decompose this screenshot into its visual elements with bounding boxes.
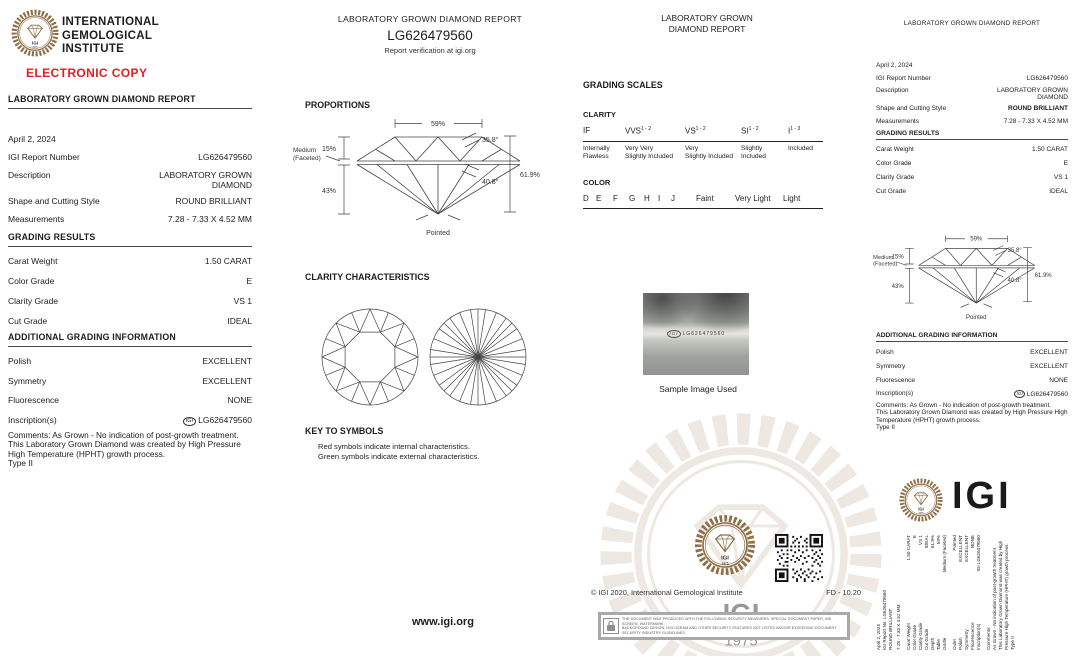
crown-angle-label: 35.8° [1007, 247, 1022, 254]
sample-caption: Sample Image Used [659, 384, 737, 394]
clarity-scale-header: CLARITY [583, 110, 616, 119]
field-value: EXCELLENT [1030, 349, 1068, 356]
field-label: Inscription(s) [876, 390, 914, 397]
report-date-value: April 2, 2024 [876, 62, 913, 69]
stub-finish-group [952, 535, 982, 650]
fluorescence-row [8, 395, 252, 405]
report-date-value: April 2, 2024 [8, 134, 56, 144]
name2: Flawless [583, 153, 609, 160]
label: Polish [958, 637, 963, 650]
inscription-row [8, 415, 252, 426]
field-label: Measurements [876, 117, 919, 125]
stub-comments-line: As Grown - No indication of post-growth treatment. [992, 546, 997, 650]
clarity-grade-name [685, 145, 733, 161]
value: NONE [970, 535, 975, 549]
field-label: Color Grade [876, 160, 912, 167]
description-line2: DIAMOND [211, 180, 252, 190]
value: VS 1 [918, 535, 923, 545]
grading-results-header: GRADING RESULTS [8, 232, 252, 247]
label: Color Grade [912, 624, 917, 650]
proportions-diagram-small [872, 232, 1072, 328]
igi-oval-logo-icon: IGI [1014, 390, 1025, 398]
cut-row [876, 188, 1068, 195]
culet-label: Pointed [966, 314, 987, 321]
field-value: LG626479560 [198, 152, 252, 162]
field-value [1014, 390, 1068, 398]
girdle-label-line1: Medium [293, 147, 317, 154]
comments-line: Type II [8, 458, 33, 469]
additional-grading-header: ADDITIONAL GRADING INFORMATION [876, 332, 1068, 342]
label: Carat Weight [906, 623, 911, 650]
clarity-grade-name [583, 145, 610, 161]
color-grade: D [583, 194, 589, 203]
panel-main-report [8, 0, 256, 656]
comments-line: This Laboratory Grown Diamond was created by High Pressure High Temperature (HPHT) growth process. [8, 439, 241, 459]
field-label: Description [876, 87, 909, 94]
field-label: Symmetry [876, 363, 906, 370]
field-label: Fluorescence [876, 377, 916, 384]
crown-pct-label: 15% [321, 146, 336, 153]
name1: Very [685, 145, 699, 152]
label: Girdle [942, 637, 947, 650]
code: VVS [625, 126, 642, 136]
color-grade: I [658, 194, 661, 203]
stub-shape: ROUND BRILLIANT [888, 608, 893, 650]
field-value: 1.50 CARAT [204, 256, 252, 266]
field-label: Carat Weight [8, 256, 58, 266]
code: SI [741, 126, 749, 136]
field-value: EXCELLENT [1030, 363, 1068, 370]
field-label: Inscription(s) [8, 414, 57, 425]
field-value: 7.28 - 7.33 X 4.52 MM [1003, 117, 1068, 125]
girdle-label-line1: Medium [873, 255, 894, 262]
value: EXCELLENT [958, 535, 963, 562]
color-grade: Light [783, 194, 801, 203]
copyright-notice: © IGI 2020, International Gemological Institute [591, 588, 743, 597]
symmetry-row [876, 363, 1068, 370]
field-value [159, 170, 252, 190]
sup: 1 - 2 [695, 126, 706, 132]
field-label: Polish [876, 349, 894, 356]
clarity-grade-name [741, 145, 766, 161]
color-scale-header: COLOR [583, 178, 611, 187]
color-grade: Very Light [735, 194, 771, 203]
igi-seal-icon [693, 513, 757, 577]
panel-proportions [293, 0, 580, 656]
additional-grading-header: ADDITIONAL GRADING INFORMATION [8, 332, 252, 347]
name1: Included [788, 145, 813, 152]
report-date [8, 134, 252, 144]
grading-scales-header: GRADING SCALES [583, 80, 663, 90]
report-number-row [8, 152, 252, 162]
field-label: Polish [8, 356, 32, 366]
description-line1: LABORATORY GROWN [996, 87, 1068, 94]
field-value: EXCELLENT [202, 356, 252, 366]
clarity-row [876, 174, 1068, 181]
measurements-row [8, 214, 252, 224]
panel2-report-number: LG626479560 [387, 28, 473, 43]
stub-date: April 2, 2024 [876, 624, 881, 650]
pavilion-angle-label: 40.8° [1007, 277, 1022, 284]
summary-additional [876, 332, 1068, 432]
comments-line: This Laboratory Grown Diamond was created by High Pressure High Temperature (HPHT) growth process. [876, 409, 1068, 424]
clarity-plot-diagram [318, 302, 538, 412]
field-label: Carat Weight [876, 146, 914, 153]
field-value [997, 87, 1068, 101]
field-value: NONE [1049, 377, 1068, 384]
comments-line: Comments: As Grown - No indication of post-growth treatment. [8, 429, 239, 440]
report-title: LABORATORY GROWN DIAMOND REPORT [8, 94, 252, 109]
field-label: Description [8, 170, 51, 180]
field-label: Shape and Cutting Style [876, 105, 947, 112]
stub-row [976, 535, 982, 650]
name1: Very Very [625, 145, 654, 152]
polish-row [876, 349, 1068, 356]
value: IDEAL [924, 535, 929, 549]
field-value: 7.28 - 7.33 X 4.52 MM [167, 214, 252, 224]
value: 61.9% [930, 535, 935, 549]
clarity-grade-name [788, 145, 813, 153]
grading-results-header: GRADING RESULTS [876, 130, 1068, 140]
secure-document-icon [603, 618, 619, 634]
comments-line: Comments: As Grown - No indication of post-growth treatment. [876, 402, 1051, 409]
clarity-grade-code [788, 126, 800, 136]
summary-fields [876, 62, 1068, 201]
label: Table [936, 639, 941, 650]
igi-oval-logo-icon: IGI [183, 417, 196, 426]
stub-grading-group [906, 535, 948, 650]
sup: 1 - 2 [641, 126, 652, 132]
girdle-inscription-band [643, 329, 749, 340]
carat-row [8, 256, 252, 266]
value: Medium (Faceted) [942, 535, 947, 573]
field-label: Color Grade [8, 276, 55, 286]
carat-row [876, 146, 1068, 153]
field-label: IGI Report Number [876, 74, 931, 82]
qr-code [775, 534, 823, 582]
clarity-grade-code [583, 126, 590, 135]
stub-comments-line: Type II [1010, 636, 1015, 650]
clarity-grade-code [625, 126, 651, 136]
field-value: IDEAL [1049, 188, 1068, 195]
field-value: EXCELLENT [202, 375, 252, 386]
stub-report-no: IGI Report No. LG626479560 [882, 589, 887, 650]
field-value: NONE [227, 395, 252, 405]
field-value: VS 1 [233, 296, 252, 306]
depth-pct-label: 61.9% [1034, 272, 1052, 279]
pavilion-view-plot [430, 309, 526, 405]
pavilion-angle-label: 40.8° [482, 179, 499, 186]
sample-photo [643, 293, 749, 375]
color-grade: Faint [696, 194, 714, 203]
inscription-number: LG626479560 [198, 414, 252, 425]
security-notice-text [622, 617, 843, 635]
stub-row [942, 535, 948, 650]
description-line2: DIAMOND [1037, 94, 1068, 101]
field-value: VS 1 [1053, 174, 1068, 181]
panel3-title-line1: LABORATORY GROWN [661, 13, 753, 23]
report-number-row [876, 75, 1068, 82]
label: Fluorescence [970, 622, 975, 650]
clarity-grade-name [625, 145, 673, 161]
field-value: ROUND BRILLIANT [1008, 105, 1068, 112]
measurements-row [876, 118, 1068, 125]
igi-seal-icon [898, 477, 944, 523]
field-value: IDEAL [227, 316, 252, 326]
pavilion-pct-label: 43% [321, 188, 336, 195]
field-label: Shape and Cutting Style [8, 196, 100, 206]
name2: Slightly Included [625, 153, 674, 160]
color-grade: H [644, 194, 650, 203]
girdle-inscription-text: LG626479560 [682, 331, 726, 338]
sup: 1 - 3 [790, 126, 801, 132]
label: Culet [952, 639, 957, 650]
label: Cut Grade [924, 628, 929, 650]
website-link: www.igi.org [412, 616, 474, 628]
security-line1: THE DOCUMENT WAS PRODUCED WITH THE FOLLOWING SECURITY MEASURES: SPECIAL DOCUMENT PAPER, INK SCREEN, WATERMARK, [622, 617, 832, 626]
report-fields [8, 134, 252, 469]
igi-oval-logo-icon: IGI [667, 330, 681, 338]
girdle-label-line2: (Faceted) [873, 261, 898, 268]
institute-name [62, 16, 159, 57]
value: EXCELLENT [964, 535, 969, 562]
field-label: Clarity Grade [876, 174, 915, 181]
clarity-grade-code [685, 126, 706, 136]
name2: Slightly Included [685, 153, 734, 160]
stub-comments-group [986, 535, 1016, 650]
code: IF [583, 126, 591, 135]
field-value: 1.50 CARAT [1031, 146, 1068, 153]
fluorescence-row [876, 377, 1068, 384]
crown-angle-label: 35.8° [482, 137, 499, 144]
field-label: IGI Report Number [8, 152, 80, 162]
clarity-scale [583, 126, 823, 170]
value: 59% [936, 535, 941, 545]
electronic-copy-label: ELECTRONIC COPY [26, 66, 148, 80]
code: VS [685, 126, 696, 136]
color-grade: J [671, 194, 675, 203]
color-grade: E [596, 194, 602, 203]
clarity-grade-code [741, 126, 759, 136]
label: Depth [930, 637, 935, 650]
key-to-symbols-text [318, 442, 479, 461]
name2: Included [741, 153, 766, 160]
culet-label: Pointed [426, 230, 450, 237]
report-date [876, 62, 1068, 69]
stub-comments-line: Comments: [986, 626, 991, 650]
description-row [8, 170, 252, 190]
table-pct-label: 59% [430, 121, 446, 128]
polish-row [8, 356, 252, 366]
description-row [876, 87, 1068, 101]
field-value: LG626479560 [1026, 74, 1068, 82]
crown-view-plot [322, 309, 418, 405]
igi-seal-icon [10, 8, 60, 58]
igi-logotype: IGI [952, 475, 1012, 517]
color-scale [583, 194, 823, 216]
field-label: Clarity Grade [8, 296, 59, 306]
field-label: Cut Grade [8, 316, 48, 326]
key-to-symbols-header: KEY TO SYMBOLS [305, 426, 384, 436]
stub-measurements: 7.28 - 7.33 X 4.52 MM [896, 604, 901, 650]
name1: Internally [583, 145, 610, 152]
girdle-label-line2: (Faceted) [293, 155, 321, 162]
panel2-title: LABORATORY GROWN DIAMOND REPORT [337, 14, 523, 24]
color-grade: G [629, 194, 636, 203]
clarity-row [8, 296, 252, 306]
pavilion-pct-label: 43% [891, 284, 904, 291]
color-row [8, 276, 252, 286]
description-line1: LABORATORY GROWN [159, 170, 252, 180]
name1: Slightly [741, 145, 763, 152]
shape-row [876, 105, 1068, 112]
panel-grading-scales [583, 0, 868, 656]
field-label: Measurements [8, 214, 65, 224]
label: Symmetry [964, 629, 969, 650]
field-label: Symmetry [8, 375, 47, 386]
sup: 1 - 2 [748, 126, 759, 132]
security-line2: BACKGROUND DESIGN, HOLOGRAM AND OTHER SECURITY FEATURES NOT LISTED AND/OR EXCEEDING DOCUMENT SECURITY INDUSTRY GUIDELINES. [622, 626, 837, 635]
clarity-scale-rule [583, 141, 823, 142]
symmetry-row [8, 376, 252, 386]
panel3-title [583, 13, 831, 35]
key-line-external: Green symbols indicate external characteristics. [318, 451, 480, 461]
detachable-stub [876, 535, 1020, 650]
color-row [876, 160, 1068, 167]
label: Inscription(s) [976, 623, 981, 650]
panel3-title-line2: DIAMOND REPORT [668, 24, 746, 34]
inscription-row [876, 390, 1068, 398]
value: E [912, 535, 917, 539]
security-strip [598, 612, 850, 640]
color-grade: F [613, 194, 618, 203]
comments-block [8, 431, 252, 469]
field-label: Fluorescence [8, 395, 60, 405]
proportions-diagram [292, 114, 572, 249]
stub-comments-line: This Laboratory Grown Diamond was created by High Pressure High Temperature (HPHT) growth process. [998, 540, 1009, 650]
verification-note: Report verification at igi.org [384, 46, 476, 55]
color-scale-rule [583, 208, 823, 209]
field-value [183, 415, 252, 426]
inscription-number: LG626479560 [1026, 391, 1068, 398]
value: IGI LG626479560 [976, 535, 981, 572]
crown-pct-label: 15% [891, 254, 904, 261]
institute-name-line1: INTERNATIONAL [62, 16, 159, 28]
field-value: ROUND BRILLIANT [175, 196, 252, 206]
key-line-internal: Red symbols indicate internal characteristics. [318, 442, 470, 451]
field-label: Cut Grade [876, 188, 906, 195]
label: Clarity Grade [918, 622, 923, 650]
institute-name-line3: INSTITUTE [62, 43, 125, 55]
stub-id-group [876, 535, 902, 650]
comments-line: Type II [876, 424, 895, 432]
clarity-characteristics-header: CLARITY CHARACTERISTICS [305, 272, 430, 282]
shape-row [8, 196, 252, 206]
field-value: E [246, 276, 252, 286]
proportions-header: PROPORTIONS [305, 100, 371, 110]
institute-name-line2: GEMOLOGICAL [62, 29, 153, 42]
table-pct-label: 59% [970, 236, 983, 243]
form-code: FD - 10.20 [826, 588, 861, 597]
value: Pointed [952, 535, 957, 551]
panel4-title: LABORATORY GROWN DIAMOND REPORT [903, 20, 1041, 27]
code: I [788, 126, 791, 136]
depth-pct-label: 61.9% [520, 172, 540, 179]
value: 1.50 CARAT [906, 535, 911, 561]
field-value: E [1063, 160, 1068, 167]
comments-block [876, 402, 1068, 432]
cut-row [8, 316, 252, 326]
